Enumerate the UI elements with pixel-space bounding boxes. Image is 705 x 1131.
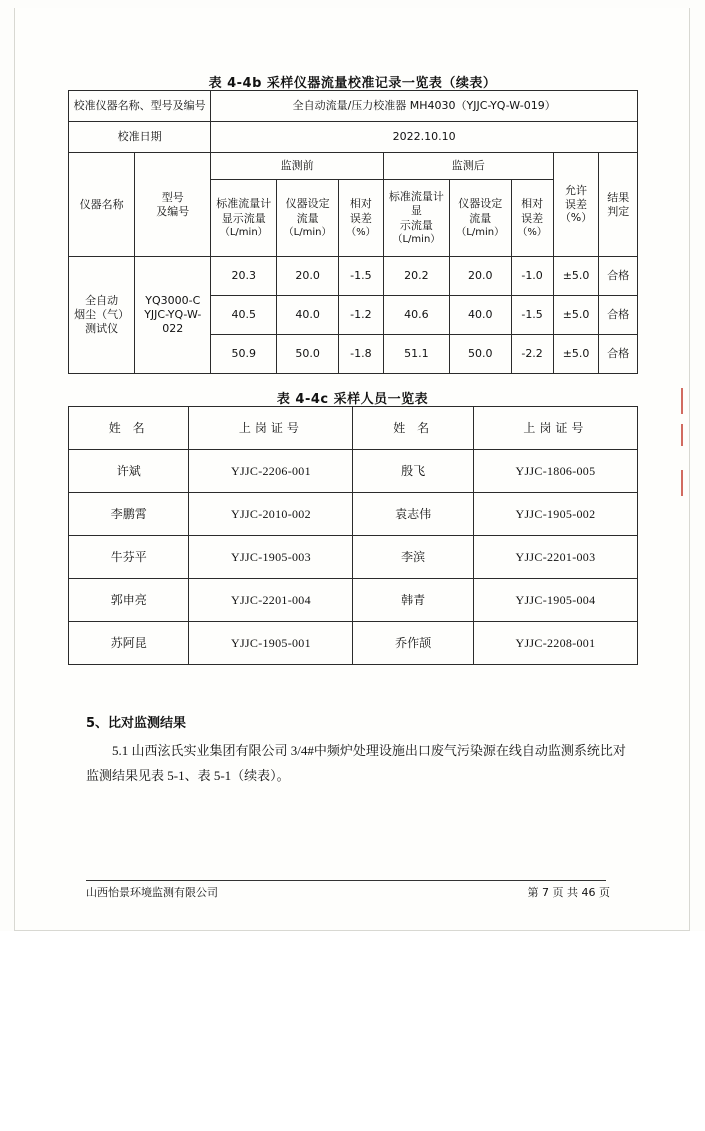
cell-std-after: 51.1 [383,335,449,374]
header-std-flow-after [383,180,449,257]
instrument-model-l2: YJJC-YQ-W-022 [144,308,202,335]
header-std-flow-before-l3: （L/min） [219,226,268,238]
header-name-2: 姓 名 [353,407,473,450]
cell-err-after: -2.2 [511,335,553,374]
cell-set-before: 40.0 [277,296,339,335]
cell-verdict: 合格 [599,335,638,374]
header-rel-err-after [511,180,553,257]
header-rel-err-before-l1: 相对 [349,197,372,211]
cell-cert: YJJC-2010-002 [189,493,353,536]
header-std-flow-before-l1: 标准流量计 [216,197,272,211]
cell-std-after: 40.6 [383,296,449,335]
header-rel-err-after-l2: 误差 [521,211,544,225]
header-verdict: 结果 判定 [599,153,638,257]
header-rel-err-after-l3: （%） [517,226,547,238]
cell-tolerance: ±5.0 [553,335,599,374]
header-rel-err-after-l1: 相对 [521,197,544,211]
instrument-model-l1: YQ3000-C [145,294,201,308]
scan-edge-left [14,8,15,930]
header-name-1: 姓 名 [69,407,189,450]
cell-set-before: 20.0 [277,257,339,296]
table-row [69,536,638,579]
page-bottom-margin [0,931,705,1131]
header-set-flow-after-l3: （L/min） [456,226,505,238]
header-set-flow-before-l3: （L/min） [283,226,332,238]
table-row [69,493,638,536]
table-row [69,91,638,122]
margin-red-mark-3 [681,470,683,496]
header-std-flow-after-l3: （L/min） [392,233,441,245]
footer-page-number: 第 7 页 共 46 页 [527,886,610,899]
cell-cert: YJJC-1905-001 [189,622,353,665]
cell-verdict: 合格 [599,296,638,335]
date-label-cell: 校准日期 [69,122,211,153]
table-row [69,153,638,180]
table-row [69,622,638,665]
instrument-name-l1: 全自动 [85,294,119,308]
instrument-name-l3: 测试仪 [85,321,119,335]
cell-instrument-model [135,257,211,374]
cell-std-before: 20.3 [211,257,277,296]
cell-err-after: -1.5 [511,296,553,335]
table-row [69,122,638,153]
header-tolerance: 允许 误差 （%） [553,153,599,257]
footer-company: 山西怡景环境监测有限公司 [86,886,218,899]
cell-tolerance: ±5.0 [553,296,599,335]
cell-tolerance: ±5.0 [553,257,599,296]
section-5-paragraph: 5.1 山西泫氏实业集团有限公司 3/4#中频炉处理设施出口废气污染源在线自动监测系统比对监测结果见表 5-1、表 5-1（续表）。 [86,743,626,783]
margin-red-mark-2 [681,424,683,446]
cell-name: 许斌 [69,450,189,493]
table-row [69,257,638,296]
header-rel-err-before-l3: （%） [346,226,376,238]
scan-edge-right [689,8,690,930]
header-cert-2: 上岗证号 [473,407,637,450]
instrument-value-cell: 全自动流量/压力校准器 MH4030（YJJC-YQ-W-019） [211,91,638,122]
cell-name: 李滨 [353,536,473,579]
cell-cert: YJJC-1905-003 [189,536,353,579]
header-model: 型号 及编号 [135,153,211,257]
cell-std-before: 40.5 [211,296,277,335]
cell-err-before: -1.2 [338,296,383,335]
header-set-flow-after [449,180,511,257]
cell-set-after: 20.0 [449,257,511,296]
cell-cert: YJJC-1905-004 [473,579,637,622]
cell-cert: YJJC-1905-002 [473,493,637,536]
table-header-row [69,407,638,450]
cell-cert: YJJC-2201-004 [189,579,353,622]
cell-set-after: 50.0 [449,335,511,374]
header-std-flow-after-l1: 标准流量计显 [388,190,444,218]
header-before-group: 监测前 [211,153,384,180]
table-4b-title: 表 4-4b 采样仪器流量校准记录一览表（续表） [208,76,497,91]
table-4c [68,406,638,665]
cell-name: 袁志伟 [353,493,473,536]
cell-cert: YJJC-2206-001 [189,450,353,493]
cell-std-before: 50.9 [211,335,277,374]
cell-name: 李鹏霄 [69,493,189,536]
cell-name: 郭申亮 [69,579,189,622]
date-value-cell: 2022.10.10 [211,122,638,153]
header-cert-1: 上岗证号 [189,407,353,450]
header-after-group: 监测后 [383,153,553,180]
footer-divider [86,880,606,881]
header-set-flow-before-l2: 流量 [296,211,319,225]
section-5-heading: 5、比对监测结果 [86,716,187,731]
instrument-name-l2: 烟尘（气） [74,308,130,322]
cell-set-after: 40.0 [449,296,511,335]
cell-std-after: 20.2 [383,257,449,296]
cell-name: 牛芬平 [69,536,189,579]
table-row [69,450,638,493]
cell-cert: YJJC-1806-005 [473,450,637,493]
header-rel-err-before [338,180,383,257]
header-std-flow-before [211,180,277,257]
table-row [69,579,638,622]
header-set-flow-after-l2: 流量 [469,211,492,225]
cell-err-after: -1.0 [511,257,553,296]
cell-cert: YJJC-2201-003 [473,536,637,579]
header-std-flow-before-l2: 显示流量 [221,211,266,225]
header-set-flow-before [277,180,339,257]
cell-err-before: -1.5 [338,257,383,296]
instrument-label-cell: 校准仪器名称、型号及编号 [69,91,211,122]
cell-instrument-name [69,257,135,374]
cell-name: 苏阿昆 [69,622,189,665]
header-set-flow-before-l1: 仪器设定 [285,197,330,211]
cell-name: 乔作颉 [353,622,473,665]
cell-cert: YJJC-2208-001 [473,622,637,665]
cell-set-before: 50.0 [277,335,339,374]
header-set-flow-after-l1: 仪器设定 [458,197,503,211]
header-instrument-name: 仪器名称 [69,153,135,257]
header-rel-err-before-l2: 误差 [349,211,372,225]
section-5 [86,712,626,788]
table-4b [68,90,638,374]
cell-err-before: -1.8 [338,335,383,374]
cell-name: 韩青 [353,579,473,622]
table-4c-title: 表 4-4c 采样人员一览表 [276,392,429,407]
cell-verdict: 合格 [599,257,638,296]
cell-name: 殷飞 [353,450,473,493]
header-std-flow-after-l2: 示流量 [399,218,433,232]
